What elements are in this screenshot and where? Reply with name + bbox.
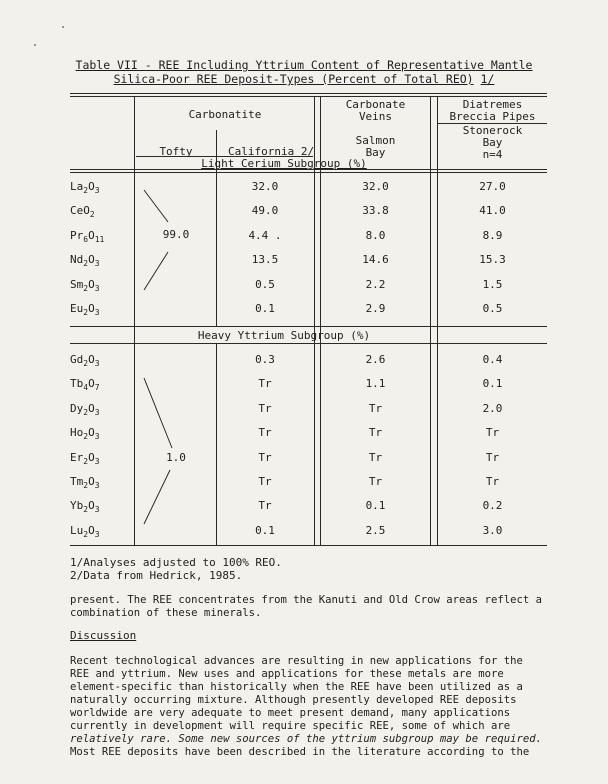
discussion-line: naturally occurring mixture. Although presently developed REE deposits: [70, 694, 517, 706]
table-title-line1: Table VII - REE Including Yttrium Content of Representative Mantle: [75, 58, 533, 72]
oxide-label: [70, 499, 100, 515]
oxide-element: Pr: [70, 228, 84, 242]
oxide-oxygen-count: 3: [94, 283, 100, 293]
table-bottom-rule: [70, 545, 547, 546]
oxide-element-count: 2: [83, 186, 89, 195]
california-value: 13.5: [251, 253, 279, 267]
discussion-line: REE and yttrium. New uses and applications for these metals are more: [70, 668, 504, 680]
oxide-element: La: [70, 180, 84, 193]
oxide-element-count: 2: [83, 456, 89, 466]
header-california-note: 2/: [300, 145, 315, 158]
oxide-element-count: 6: [83, 234, 89, 244]
tofty-heavy-bracket: [136, 368, 216, 528]
stonerock-value: Tr: [485, 450, 500, 464]
oxide-element: Ho: [70, 426, 84, 440]
oxide-element-count: 2: [83, 308, 89, 317]
oxide-element: Gd: [70, 353, 84, 366]
header-stonerock-2: Bay: [482, 136, 503, 149]
oxide-label: [70, 451, 100, 464]
oxide-oxygen: O: [88, 353, 95, 366]
california-value: Tr: [258, 450, 272, 464]
oxide-oxygen-count: 11: [94, 234, 105, 244]
discussion-line: currently in development will require specific REE, some of which are: [70, 720, 511, 732]
oxide-element: Eu: [70, 302, 84, 315]
oxide-oxygen: O: [88, 450, 95, 464]
california-value: Tr: [258, 426, 272, 440]
oxide-oxygen-count: 3: [94, 529, 100, 539]
tofty-light-value: 99.0: [162, 228, 190, 241]
table-title-line2: Silica-Poor REE Deposit-Types (Percent of Total REO): [113, 72, 474, 86]
oxide-oxygen-count: 2: [89, 210, 95, 220]
oxide-oxygen-count: 3: [94, 407, 100, 417]
oxide-label: [70, 402, 100, 415]
salmon-bay-value: 2.6: [365, 353, 386, 366]
oxide-oxygen-count: 3: [94, 432, 100, 442]
light-subgroup-label: [136, 157, 432, 170]
salmon-bay-value: 2.9: [365, 302, 386, 315]
oxide-label: [70, 204, 95, 220]
oxide-oxygen-count: 3: [94, 359, 100, 368]
oxide-label: [70, 353, 100, 366]
oxide-element: Sm: [70, 277, 84, 291]
oxide-oxygen: O: [88, 277, 95, 291]
table-top-rule-2: [70, 96, 547, 97]
oxide-oxygen-count: 7: [94, 383, 100, 393]
california-value: 0.3: [255, 353, 275, 366]
stonerock-value: 0.2: [482, 499, 503, 513]
oxide-oxygen-count: 3: [94, 259, 100, 269]
salmon-bay-value: Tr: [368, 401, 383, 415]
oxide-oxygen: O: [88, 499, 95, 513]
oxide-oxygen: O: [83, 204, 90, 218]
salmon-bay-value: 1.1: [365, 377, 386, 391]
body-line: combination of these minerals.: [70, 607, 262, 619]
oxide-element: Nd: [70, 253, 84, 267]
stonerock-value: 41.0: [479, 204, 506, 218]
oxide-element-count: 4: [83, 383, 89, 393]
footnote-1-text: Analyses adjusted to 100% REO.: [83, 556, 282, 569]
oxide-oxygen-count: 3: [94, 481, 100, 490]
discussion-line: relatively rare. Some new sources of the yttrium subgroup may be required.: [70, 733, 542, 745]
stonerock-value: 8.9: [482, 228, 503, 242]
california-value: 0.1: [255, 302, 275, 315]
discussion-paragraph: [70, 655, 540, 759]
oxide-element-count: 2: [83, 407, 89, 417]
discussion-line: Recent technological advances are resulting in new applications for the: [70, 655, 523, 667]
oxide-oxygen: O: [88, 401, 95, 415]
oxide-element-count: 2: [83, 481, 89, 490]
stonerock-value: Tr: [485, 475, 500, 488]
heavy-subgroup-label: Heavy Yttrium Subgroup (%): [197, 329, 371, 342]
oxide-oxygen: O: [88, 426, 95, 440]
header-salmon-bay-1: Salmon: [355, 134, 396, 147]
salmon-bay-value: Tr: [368, 475, 383, 488]
col-divider-2b: [216, 343, 217, 545]
table-title: [0, 58, 608, 72]
oxide-oxygen-count: 3: [94, 505, 100, 515]
tofty-heavy-value: 1.0: [166, 451, 186, 464]
california-value: Tr: [258, 475, 272, 488]
california-value: Tr: [258, 401, 272, 415]
california-value: Tr: [258, 377, 272, 391]
header-tofty: Tofty: [159, 145, 193, 158]
oxide-oxygen-count: 3: [94, 456, 100, 466]
header-salmon-bay-2: Bay: [365, 146, 386, 159]
light-subgroup-text: Light Cerium Subgroup (%): [201, 157, 367, 170]
table-title-2: [0, 72, 608, 86]
california-value: 4.4 .: [248, 228, 282, 242]
oxide-oxygen-count: 3: [94, 308, 100, 317]
salmon-bay-value: 2.5: [365, 523, 386, 537]
discussion-line: worldwide are very adequate to meet present demand, many applications: [70, 707, 511, 719]
salmon-bay-value: 2.2: [365, 277, 386, 291]
stonerock-value: 2.0: [482, 401, 503, 415]
oxide-oxygen: O: [88, 228, 95, 242]
salmon-bay-value: 8.0: [365, 228, 386, 242]
header-stonerock-3: n=4: [482, 148, 503, 161]
heavy-subgroup-rule-top: [70, 326, 547, 327]
salmon-bay-value: 32.0: [362, 180, 389, 193]
scan-speck: [62, 26, 64, 28]
header-carbonate-veins-2: Veins: [358, 110, 393, 123]
footnote-1-mark: 1/: [70, 556, 84, 569]
california-value: 0.5: [255, 277, 275, 291]
footnote-2-text: Data from Hedrick, 1985.: [83, 569, 243, 582]
stonerock-value: 0.4: [482, 353, 503, 366]
california-value: Tr: [258, 499, 272, 513]
oxide-label: [70, 278, 100, 291]
salmon-bay-value: Tr: [368, 426, 383, 440]
col-divider-1: [134, 97, 135, 545]
oxide-element-count: 2: [83, 259, 89, 269]
oxide-oxygen: O: [88, 523, 95, 537]
oxide-oxygen: O: [88, 377, 95, 391]
oxide-element: Yb: [70, 499, 84, 513]
discussion-line: element-specific than historically when the REE have been utilized as a: [70, 681, 523, 693]
oxide-label: [70, 475, 100, 488]
header-carbonate-veins-1: Carbonate: [345, 98, 406, 111]
tofty-light-bracket: [136, 178, 216, 308]
oxide-label: [70, 426, 100, 442]
oxide-oxygen: O: [88, 475, 95, 488]
stonerock-value: 3.0: [482, 523, 503, 537]
oxide-element-count: 2: [83, 359, 89, 368]
oxide-element: Dy: [70, 401, 84, 415]
salmon-bay-value: 14.6: [362, 253, 389, 267]
heavy-subgroup-rule-bottom: [70, 343, 547, 344]
oxide-element-count: 2: [83, 283, 89, 293]
body-line: present. The REE concentrates from the Kanuti and Old Crow areas reflect a: [70, 594, 542, 606]
oxide-label: [70, 229, 104, 242]
stonerock-value: 1.5: [482, 277, 503, 291]
salmon-bay-value: Tr: [368, 450, 383, 464]
california-value: 49.0: [251, 204, 279, 218]
stonerock-value: 27.0: [479, 180, 506, 193]
header-diatremes-1: Diatremes: [462, 98, 523, 111]
oxide-oxygen: O: [88, 302, 95, 315]
oxide-element-count: 2: [83, 529, 89, 539]
california-value: 0.1: [255, 523, 275, 537]
oxide-element: Lu: [70, 523, 84, 537]
stonerock-value: Tr: [485, 426, 500, 440]
footnote-2: [70, 569, 242, 582]
oxide-oxygen-count: 3: [94, 186, 100, 195]
oxide-label: [70, 253, 100, 269]
salmon-bay-value: 33.8: [362, 204, 389, 218]
header-diatremes-2: Breccia Pipes: [449, 110, 536, 123]
salmon-bay-value: 0.1: [365, 499, 386, 513]
oxide-label: [70, 180, 100, 193]
footnote-2-mark: 2/: [70, 569, 84, 582]
oxide-label: [70, 302, 100, 315]
header-bottom-rule-2: [70, 172, 547, 173]
header-carbonatite: Carbonatite: [188, 108, 262, 121]
oxide-element: Tb: [70, 377, 84, 391]
oxide-element-count: 2: [83, 505, 89, 515]
oxide-label: [70, 524, 100, 537]
oxide-element-count: 2: [83, 432, 89, 442]
oxide-element: Tm: [70, 475, 84, 488]
table-top-rule: [70, 93, 547, 94]
scan-speck: [34, 44, 36, 46]
stonerock-value: 15.3: [479, 253, 506, 267]
discussion-heading: Discussion: [70, 629, 137, 642]
california-value: 32.0: [251, 180, 279, 193]
oxide-element: Er: [70, 450, 84, 464]
stonerock-value: 0.5: [482, 302, 503, 315]
stonerock-value: 0.1: [482, 377, 503, 391]
footnote-1: [70, 556, 282, 569]
table-title-note: 1/: [480, 72, 495, 86]
oxide-oxygen: O: [88, 180, 95, 193]
header-stonerock-1: Stonerock: [462, 124, 523, 137]
discussion-line: Most REE deposits have been described in the literature according to the: [70, 746, 530, 758]
header-california-label: California: [228, 145, 295, 158]
oxide-oxygen: O: [88, 253, 95, 267]
oxide-label: [70, 377, 100, 393]
body-paragraph: [70, 594, 540, 620]
oxide-element: Ce: [70, 204, 84, 218]
